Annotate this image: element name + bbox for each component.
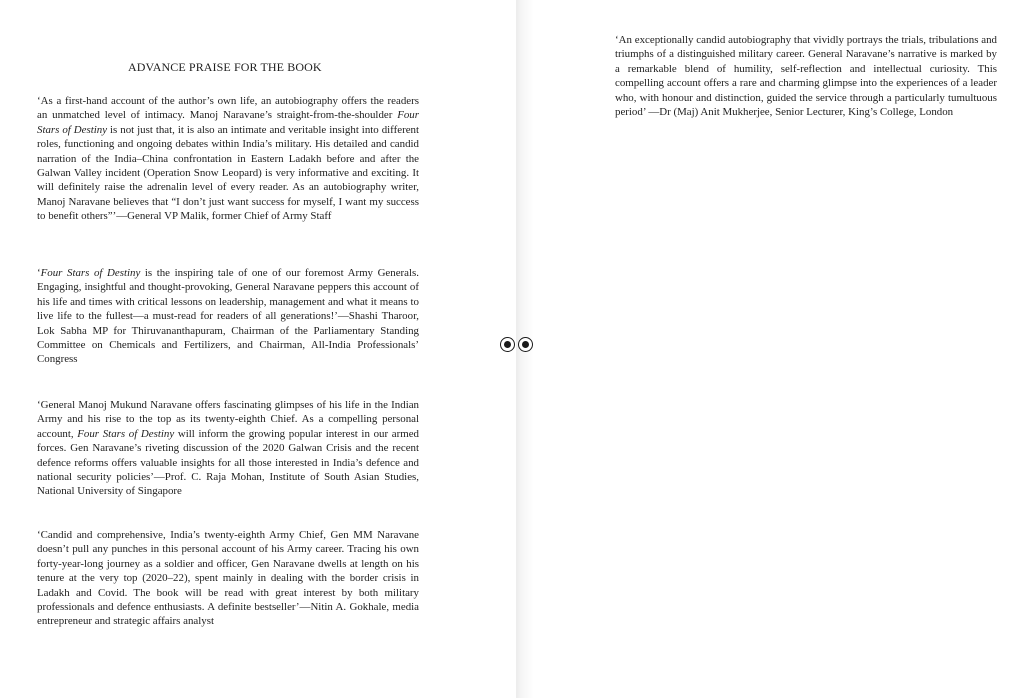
page-heading: ADVANCE PRAISE FOR THE BOOK [128,60,322,74]
praise-blurb [37,94,419,224]
book-title: Four Stars of Destiny [37,109,419,136]
blurb-text: ‘As a first-hand account of the author’s own life, an autobiography offers the readers an unmatched level of intimacy. Manoj Naravane’s straight-from-the-shoulder [37,95,419,122]
page-nav-dot-icon [504,341,511,348]
previous-page-button[interactable] [500,337,515,352]
blurb-text: ‘General Manoj Mukund Naravane offers fascinating glimpses of his life in the Indian Army and his rise to the top as its twenty-eighth Chief. As a compelling personal account, [37,399,419,440]
praise-blurb: ‘An exceptionally candid autobiography that vividly portrays the trials, tribulations and triumphs of a distinguished military career. General Naravane’s narrative is marked by a remarkable blend of humility, self-reflection and intellectual curiosity. This compelling account offers a rare and charming glimpse into the experiences of a leader who, with honour and distinction, guided the service through a particularly tumultuous period’ —Dr (Maj) Anit Mukherjee, Senior Lecturer, King’s College, London [615,34,997,119]
praise-blurb [37,266,419,367]
page-nav-dot-icon [522,341,529,348]
blurb-text: ‘ [37,267,41,279]
praise-blurb [37,398,419,499]
book-title: Four Stars of Destiny [77,427,175,440]
right-page [516,0,1024,698]
blurb-text: will inform the growing popular interest in our armed forces. Gen Naravane’s riveting discussion of the 2020 Galwan Crisis and the recent defence reforms offers valuable insights for all those interested in India’s defence and national security policies’—Prof. C. Raja Mohan, Institute of South Asian Studies, National University of Singapore [37,427,419,498]
page-navigation [500,337,533,352]
blurb-text: is not just that, it is also an intimate and veritable insight into different roles, functioning and ongoing debates within India’s military. His detailed and candid narration of the India–China confrontation in Eastern Ladakh before and after the Galwan Valley incident (Operation Snow Leopard) is very informative and exciting. It will definitely raise the adrenalin level of every reader. As an autobiography writer, Manoj Naravane believes that “I don’t just want success for myself, I want my success to benefit others”’—General VP Malik, former Chief of Army Staff [37,123,420,223]
blurb-text: is the inspiring tale of one of our foremost Army Generals. Engaging, insightful and thought-provoking, General Naravane peppers this account of his life and times with critical lessons on leadership, management and what it means to live life to the fullest—a must-read for readers of all generations!’—Shashi Tharoor, Lok Sabha MP for Thiruvananthapuram, Chairman of the Parliamentary Standing Committee on Chemicals and Fertilizers, and Chairman, All-India Professionals’ Congress [37,267,419,366]
praise-blurb: ‘Candid and comprehensive, India’s twenty-eighth Army Chief, Gen MM Naravane doesn’t pull any punches in this personal account of his Army career. Tracing his own forty-year-long journey as a soldier and officer, Gen Naravane dwells at length on his tenure at the very top (2020–22), spent mainly in dealing with the border crisis in Ladakh and Covid. The book will be read with great interest by both military professionals and defence enthusiasts. A definite bestseller’—Nitin A. Gokhale, media entrepreneur and strategic affairs analyst [37,529,419,628]
next-page-button[interactable] [518,337,533,352]
book-title: Four Stars of Destiny [40,267,141,279]
